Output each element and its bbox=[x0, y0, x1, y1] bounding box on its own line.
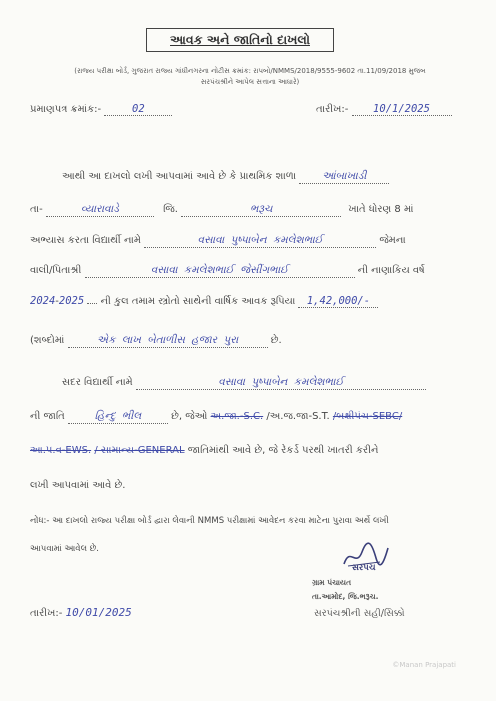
parent-name: વસાવા કમલેશભાઈ જેસીંગભાઈ bbox=[150, 264, 289, 276]
caste-mid: છે, જેઓ bbox=[171, 411, 208, 422]
student-label: અભ્યાસ કરતા વિદ્યાર્થી નામે bbox=[30, 235, 141, 246]
school-name: આંબાખાડી bbox=[322, 170, 367, 182]
subtitle-line-2: સરપંચશ્રીને આપેલ સત્તાના આધારે) bbox=[200, 78, 300, 86]
year-from: 2024 bbox=[30, 295, 56, 307]
caste-label: ની જાતિ bbox=[30, 411, 65, 422]
para1-line3 bbox=[30, 234, 406, 248]
document-title: આવક અને જાતિનો દાખલો bbox=[146, 28, 334, 52]
category-general: / સામાન્ય-GENERAL bbox=[94, 445, 185, 456]
para1-line2 bbox=[30, 203, 413, 217]
para2-line1 bbox=[62, 376, 426, 390]
words-label: (શબ્દોમાં bbox=[30, 335, 65, 346]
taluka-label: તા- bbox=[30, 204, 43, 215]
bottom-date-value: 10/01/2025 bbox=[65, 606, 132, 619]
note-line-2: આપવામાં આવેલ છે. bbox=[30, 544, 100, 554]
sadar-label: સદર વિદ્યાર્થી નામે bbox=[62, 377, 133, 388]
words-value: એક લાખ બેતાળીસ હજાર પુરા bbox=[96, 334, 239, 346]
date-row bbox=[316, 103, 452, 116]
cert-number-row bbox=[30, 103, 172, 116]
date-label: તારીખ:- bbox=[316, 104, 349, 115]
cert-number-label: પ્રમાણપત્ર ક્રમાંક:- bbox=[30, 104, 102, 115]
fin-year-suffix: ની નાણાકિય વર્ષ bbox=[357, 265, 425, 276]
para1-line4 bbox=[30, 264, 425, 278]
para1-line6 bbox=[30, 334, 282, 348]
std-text: ખાતે ધોરણ 8 માં bbox=[348, 204, 414, 215]
para1-intro: આથી આ દાખલો લખી આપવામાં આવે છે કે પ્રાથમિક શાળા bbox=[62, 171, 297, 182]
income-text: ની કુલ તમામ સ્ત્રોતો સાથેની વાર્ષિક આવક રૂપિયા bbox=[100, 296, 296, 307]
parent-label: વાલી/પિતાશ્રી bbox=[30, 265, 82, 276]
para2-line3 bbox=[30, 445, 378, 456]
words-suffix: છે. bbox=[270, 335, 282, 346]
closing-line: લખી આપવામાં આવે છે. bbox=[30, 480, 126, 491]
category-ews: આ.પ.વ-EWS. bbox=[30, 445, 92, 456]
taluka-value: વ્યારાવાડે bbox=[80, 203, 119, 215]
para2-line2 bbox=[30, 410, 402, 424]
stamp-address: તા.આમોદ, જિ.ભરૂચ. bbox=[312, 592, 379, 601]
category-sebc: /બક્ષીપંચ-SEBC/ bbox=[332, 411, 403, 422]
jemna-text: જેમના bbox=[379, 235, 406, 246]
sadar-name: વસાવા પુષ્પાબેન કમલેશભાઈ bbox=[218, 376, 344, 388]
caste-value: હિન્દુ ભીલ bbox=[94, 410, 142, 422]
category-sc: અ.જા.-S.C. bbox=[210, 411, 264, 422]
stamp-sarpanch: સરપંચ bbox=[352, 563, 376, 573]
para1-line5: 2024-2025 ની કુલ તમામ સ્ત્રોતો સાથેની વાર્ષિક આવક રૂપિયા 1,42,000/- bbox=[30, 295, 378, 308]
bottom-date-row bbox=[30, 606, 132, 619]
note-line-1: નોંધ:- આ દાખલો રાજ્ય પરીક્ષા બોર્ડ દ્વારા લેવાની NMMS પરીક્ષામાં આવેદન કરવા માટેના પુરાવા અર્થે લખી bbox=[30, 516, 389, 526]
watermark: ©Manan Prajapati bbox=[392, 661, 456, 669]
year-to: 2025 bbox=[58, 295, 85, 307]
student-name: વસાવા પુષ્પાબેન કમલેશભાઈ bbox=[197, 234, 323, 246]
bottom-date-label: તારીખ:- bbox=[30, 608, 63, 619]
subtitle-line-1: (રાજ્ય પરીક્ષા બોર્ડ, ગુજરાત રાજ્ય ગાંધીનગરના નોટીસ ક્રમાંક: રાપબો/NMMS/2018/9555-9602 તા.11/09/2018 મુજબ bbox=[74, 67, 426, 75]
district-value: ભરૂચ bbox=[249, 203, 273, 215]
signature-label: સરપંચશ્રીની સહી/સિક્કો bbox=[314, 608, 405, 619]
date-value: 10/1/2025 bbox=[373, 103, 430, 115]
district-label: જિ. bbox=[163, 204, 178, 215]
cert-number-value: 02 bbox=[132, 103, 145, 115]
stamp-panchayat: ગ્રામ પંચાયત bbox=[312, 578, 352, 587]
para1-line1 bbox=[62, 170, 389, 184]
caste-tail: જાતિમાંથી આવે છે, જે રેકર્ડ પરથી ખાતરી કરીને bbox=[187, 445, 379, 456]
income-value: 1,42,000/- bbox=[306, 295, 371, 307]
category-st: /અ.જ.જા-S.T. bbox=[266, 411, 330, 422]
